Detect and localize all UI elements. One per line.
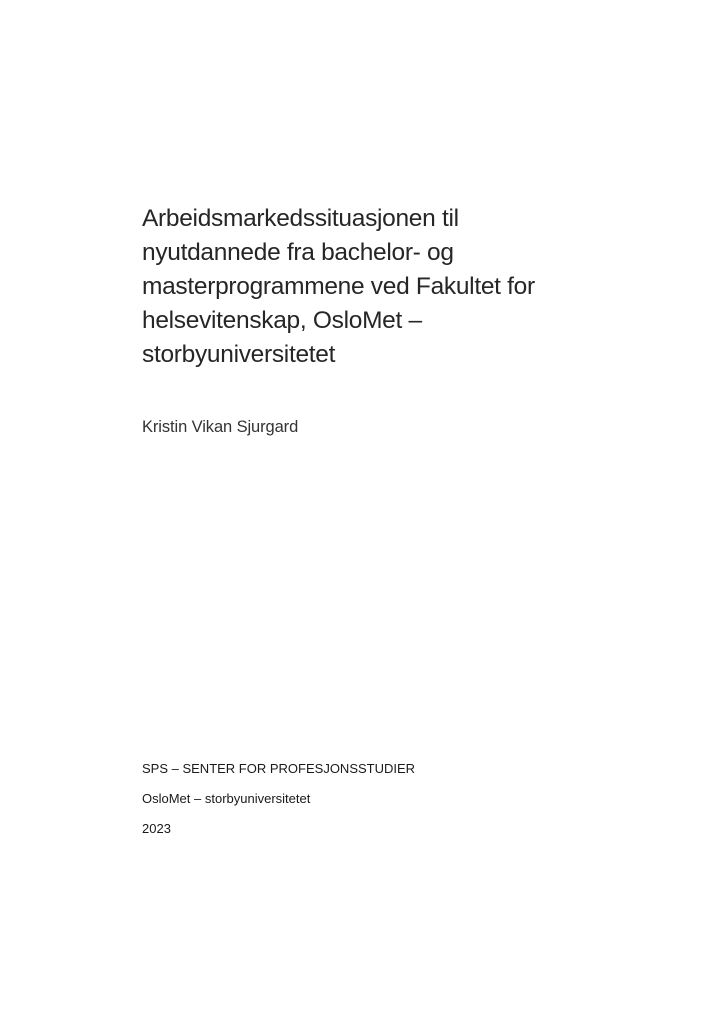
author-name: Kristin Vikan Sjurgard	[142, 418, 299, 436]
title-line: masterprogrammene ved Fakultet for	[142, 273, 535, 300]
institution-name: OsloMet – storbyuniversitetet	[142, 791, 311, 806]
publisher-name: SPS – SENTER FOR PROFESJONSSTUDIER	[142, 761, 416, 776]
title-line: Arbeidsmarkedssituasjonen til	[142, 205, 459, 232]
publication-year: 2023	[142, 821, 171, 836]
title-line: storbyuniversitetet	[142, 341, 336, 368]
title-line: nyutdannede fra bachelor- og	[142, 239, 454, 266]
publication-info	[142, 759, 415, 849]
title-line: helsevitenskap, OsloMet –	[142, 307, 422, 334]
document-title	[142, 202, 582, 372]
